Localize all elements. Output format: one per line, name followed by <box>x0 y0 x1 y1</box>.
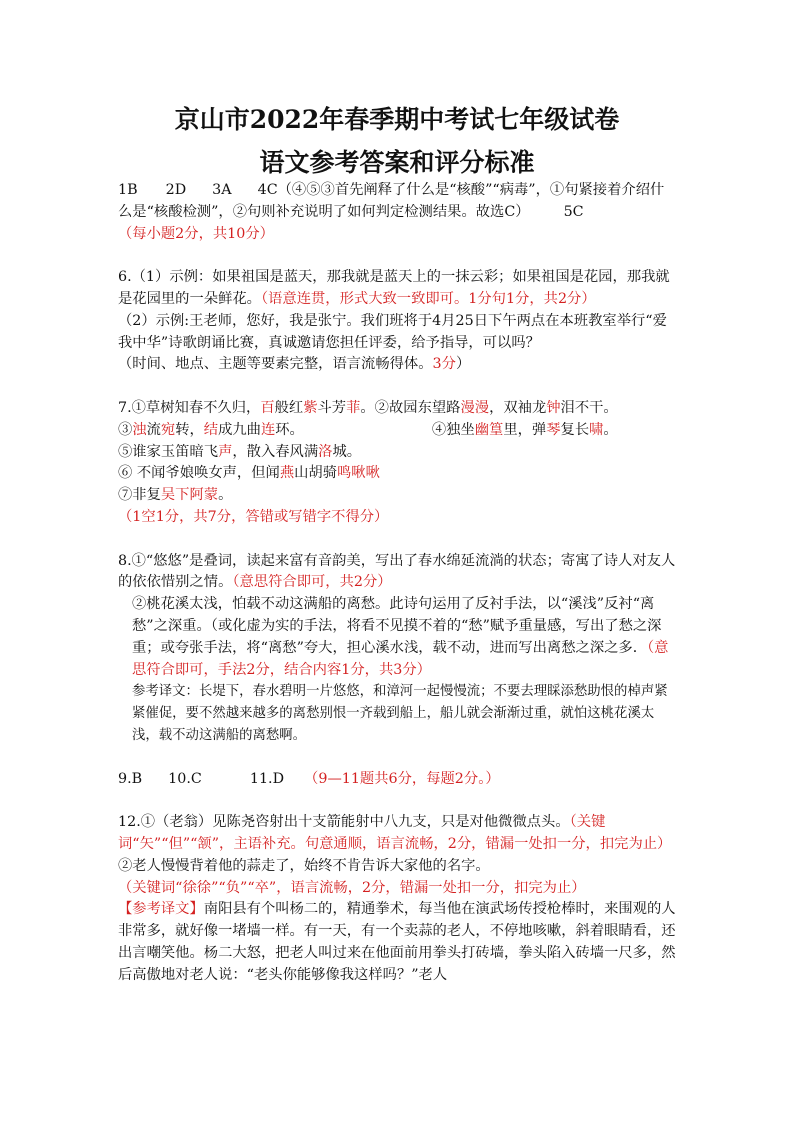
answer-12-1: 12.①（老翁）见陈尧咨射出十支箭能射中八九支，只是对他微微点头。（关键词“矢”“但”“颔”，主语补充。句意通顺，语言流畅，2分，错漏一处扣一分，扣完为止） <box>118 814 672 852</box>
answer-7-line-1: 7.①草树知春不久归，百般红紫斗芳菲。②故园东望路漫漫，双袖龙钟泪不干。 <box>118 399 618 416</box>
answer-12-reference-translation: 【参考译文】南阳县有个叫杨二的，精通拳术，每当他在演武场传授枪棒时，来围观的人非常多，就好像一堵墙一样。有一天，有一个卖蒜的老人，不停地咳嗽，斜着眼睛看，还出言嘲笑他。杨二大怒，把老人叫过来在他面前用拳头打砖墙，拳头陷入砖墙一尺多，然后高傲地对老人说：“老头你能够像我这样吗？”老人 <box>118 901 676 983</box>
answer-12-2-score: （关键词“徐徐”“负”“卒”，语言流畅，2分，错漏一处扣一分，扣完为止） <box>118 879 586 896</box>
answer-content <box>118 180 678 986</box>
document-title: 京山市2022年春季期中考试七年级试卷 <box>174 105 620 134</box>
answer-6-1: 6.（1）示例：如果祖国是蓝天，那我就是蓝天上的一抹云彩；如果祖国是花园，那我就是花园里的一朵鲜花。（语意连贯，形式大致一致即可。1分句1分，共2分） <box>118 269 670 307</box>
answer-7-score: （1空1分，共7分，答错或写错字不得分） <box>118 508 389 525</box>
answer-12-2: ②老人慢慢背着他的蒜走了，始终不肯告诉大家他的名字。 <box>118 857 490 874</box>
answer-8-1: 8.①“悠悠”是叠词，读起来富有音韵美，写出了春水绵延流淌的状态；寄寓了诗人对友人的依依惜别之情。（意思符合即可，共2分） <box>118 552 676 591</box>
answers-1-5-score: （每小题2分，共10分） <box>118 225 274 242</box>
answer-7-line-3: ⑤谁家玉笛暗飞声，散入春风满洛城。 <box>118 443 362 460</box>
answers-1-5: 1B 2D 3A 4C（④⑤③首先阐释了什么是“核酸”“病毒”，①句紧接着介绍什么是“核酸检测”，②句则补充说明了如何判定检测结果。故选C） 5C <box>118 182 665 220</box>
answer-7-line-5: ⑦非复吴下阿蒙。 <box>118 487 233 504</box>
answer-7-line-4: ⑥ 不闻爷娘唤女声，但闻燕山胡骑鸣啾啾 <box>118 465 380 482</box>
document-subtitle: 语文参考答案和评分标准 <box>259 148 535 177</box>
answer-8-translation: 参考译文：长堤下，春水碧明一片悠悠，和漳河一起慢慢流；不要去理睬添愁助恨的棹声紧紧催促，要不然越来越多的离愁别恨一齐载到船上，船儿就会渐渐过重，就怕这桃花溪太浅，载不动这满船的离愁啊。 <box>132 684 668 743</box>
answer-8-2: ②桃花溪太浅，怕载不动这满船的离愁。此诗句运用了反衬手法，以“溪浅”反衬“离愁”之深重。（或化虚为实的手法，将看不见摸不着的“愁”赋予重量感，写出了愁之深重；或夸张手法，将“离愁”夸大，担心溪水浅，载不动，进而写出离愁之深之多．（意思符合即可，手法2分，结合内容1分，共3分） <box>132 596 669 678</box>
answers-9-11: 9.B 10.C 11.D （9—11题共6分，每题2分。） <box>118 770 500 787</box>
answer-7-line-2: ③浊流宛转，结成九曲连环。 ④独坐幽篁里，弹琴复长啸。 <box>118 421 618 438</box>
answer-6-2: （2）示例:王老师，您好，我是张宁。我们班将于4月25日下午两点在本班教室举行“爱我中华”诗歌朗诵比赛，真诚邀请您担任评委，给予指导，可以吗？ <box>118 312 667 351</box>
answer-6-2-note: （时间、地点、主题等要素完整，语言流畅得体。3分） <box>118 356 471 373</box>
